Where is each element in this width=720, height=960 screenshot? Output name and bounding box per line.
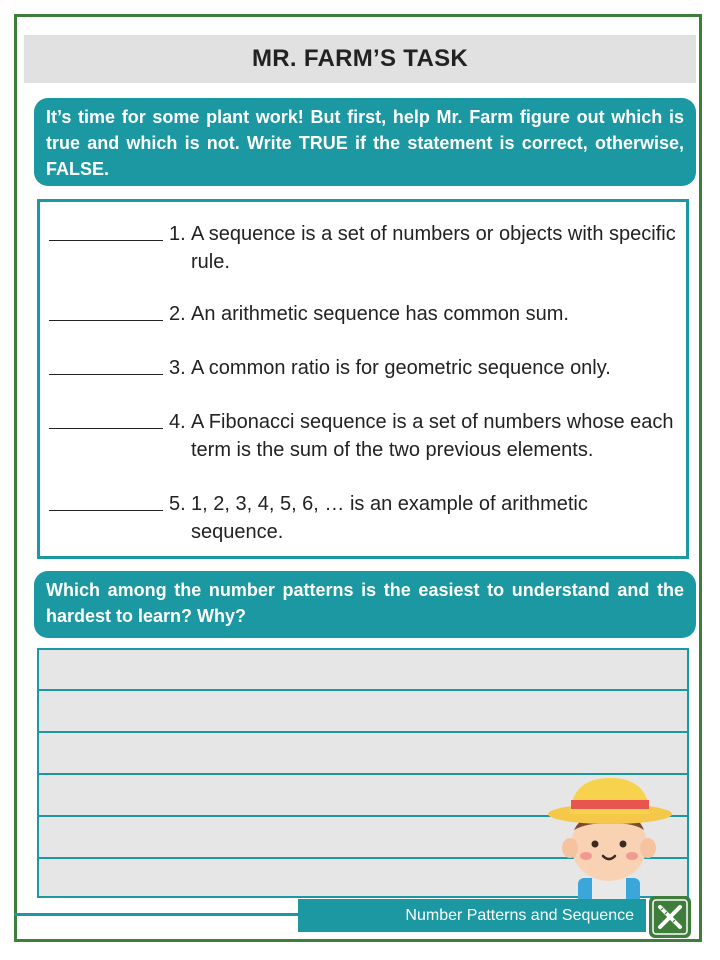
question-text: A sequence is a set of numbers or objects with specific rule. <box>191 223 676 273</box>
question-number: 3. <box>169 357 186 379</box>
question-number: 2. <box>169 303 186 325</box>
questions-box <box>37 199 689 559</box>
question-item <box>49 300 680 328</box>
question-number: 5. <box>169 493 186 515</box>
page-title: MR. FARM’S TASK <box>251 45 469 72</box>
question-text: An arithmetic sequence has common sum. <box>191 303 569 325</box>
question-text: A common ratio is for geometric sequence only. <box>191 357 611 379</box>
instruction-banner-1 <box>34 98 696 186</box>
footer-line <box>14 913 304 916</box>
footer-label: Number Patterns and Sequence <box>405 906 634 924</box>
question-item <box>49 408 680 464</box>
question-text: 1, 2, 3, 4, 5, 6, … is an example of arithmetic sequence. <box>191 493 588 543</box>
footer-bar <box>298 899 646 932</box>
answer-line <box>39 731 687 733</box>
answer-blank[interactable] <box>49 220 163 241</box>
question-item <box>49 490 680 546</box>
farmer-boy-illustration <box>540 770 690 905</box>
question-item <box>49 354 680 382</box>
farmer-cheek <box>626 852 638 860</box>
farmer-ear <box>562 838 578 858</box>
instruction-text-1: It’s time for some plant work! But first, help Mr. Farm figure out which is true and which is not. Write TRUE if the statement is correct, otherwise, FALSE. <box>46 107 684 179</box>
title-bar <box>24 35 696 83</box>
pencil-ruler-cross-icon <box>648 895 692 939</box>
answer-blank[interactable] <box>49 408 163 429</box>
instruction-banner-2 <box>34 571 696 638</box>
answer-blank[interactable] <box>49 300 163 321</box>
farmer-cheek <box>580 852 592 860</box>
question-item <box>49 220 680 276</box>
answer-blank[interactable] <box>49 354 163 375</box>
answer-blank[interactable] <box>49 490 163 511</box>
question-text: A Fibonacci sequence is a set of numbers whose each term is the sum of the two previous elements. <box>191 411 674 461</box>
farmer-eye <box>592 841 599 848</box>
farmer-ear <box>640 838 656 858</box>
farmer-hat-band <box>571 800 649 809</box>
farmer-eye <box>620 841 627 848</box>
question-number: 1. <box>169 223 186 245</box>
question-number: 4. <box>169 411 186 433</box>
instruction-text-2: Which among the number patterns is the easiest to understand and the hardest to learn? Why? <box>46 580 684 626</box>
answer-line <box>39 689 687 691</box>
